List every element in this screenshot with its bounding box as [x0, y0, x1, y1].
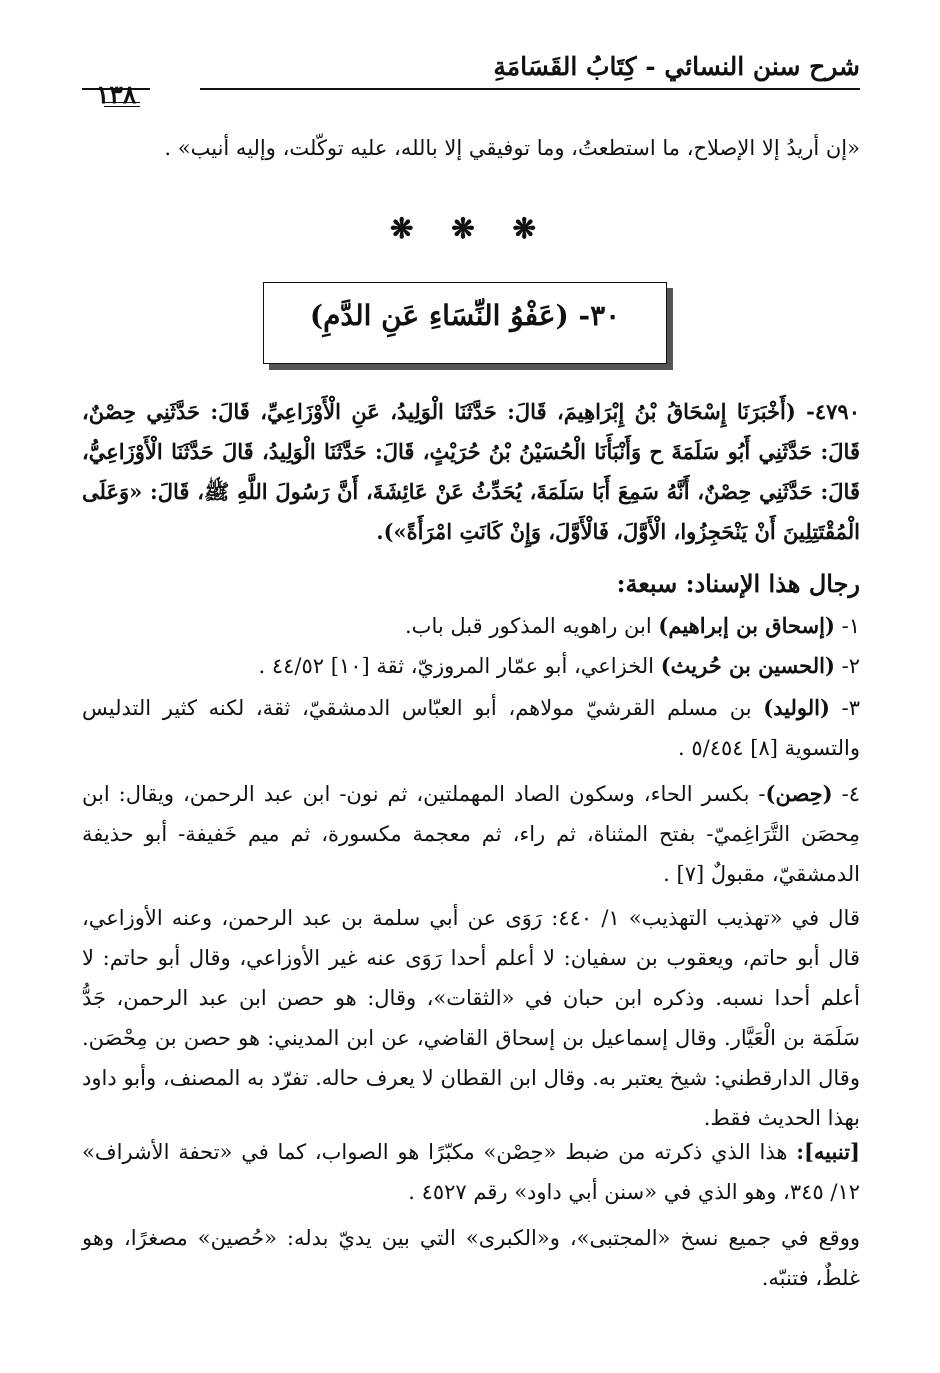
- narrator-number: ١-: [841, 614, 860, 638]
- tanbih-label: [تنبيه]:: [796, 1139, 860, 1164]
- narrator-entry: [82, 774, 860, 894]
- section-separator: ❋ ❋ ❋: [390, 212, 550, 245]
- narrator-number: ٤-: [841, 782, 860, 806]
- hadith-text: ٤٧٩٠- (أَخْبَرَنَا إِسْحَاقُ بْنُ إِبْرَاهِيمَ، قَالَ: حَدَّثَنَا الْوَلِيدُ، عَنِ الْأَوْزَاعِيِّ، قَالَ: حَدَّثَنِي حِصْنٌ، قَالَ: حَدَّثَنِي أَبُو سَلَمَةَ ح وَأَنْبَأَنَا الْحُسَيْنُ بْنُ حُرَيْثٍ، قَالَ: حَدَّثَنَا الْوَلِيدُ، قَالَ حَدَّثَنَا الْأَوْزَاعِيُّ، قَالَ: حَدَّثَنِي حِصْنٌ، أَنَّهُ سَمِعَ أَبَا سَلَمَةَ، يُحَدِّثُ عَنْ عَائِشَةَ، أَنَّ رَسُولَ اللَّهِ ﷺ، قَالَ: «وَعَلَى الْمُقْتَتِلِينَ أَنْ يَنْحَجِزُوا، الْأَوَّلَ، فَالْأَوَّلَ، وَإِنْ كَانَتِ امْرَأَةً»).: [82, 399, 860, 544]
- running-header-title: شرح سنن النسائي - كِتَابُ القَسَامَةِ: [493, 52, 860, 81]
- narrator-entry: [82, 646, 860, 686]
- narrator-number: ٢-: [841, 654, 860, 678]
- tanbih-text: هذا الذي ذكرته من ضبط «حِصْن» مكبّرًا هو الصواب، كما في «تحفة الأشراف» ١٢/ ٣٤٥، وهو الذي في «سنن أبي داود» رقم ٤٥٢٧ .: [82, 1140, 860, 1204]
- narrator-name: (إسحاق بن إبراهيم): [658, 613, 835, 638]
- page-number-ornament: [104, 102, 140, 107]
- narrator-entry: [82, 688, 860, 768]
- rijal-heading: رجال هذا الإسناد: سبعة:: [616, 569, 860, 598]
- narrator-number: ٣-: [841, 696, 860, 720]
- narrator-name: (الحسين بن حُريث): [660, 653, 835, 678]
- section-title: ٣٠- (عَفْوُ النِّسَاءِ عَنِ الدَّمِ): [309, 299, 621, 332]
- intro-quote: «إن أريدُ إلا الإصلاح، ما استطعتُ، وما توفيقي إلا بالله، عليه توكّلت، وإليه أنيب» .: [164, 136, 860, 160]
- narrator-description: الخزاعي، أبو عمّار المروزيّ، ثقة [١٠] ٤٤/٥٢ .: [258, 654, 655, 678]
- page-number: ١٣٨: [96, 80, 137, 109]
- narrator-description: ابن راهويه المذكور قبل باب.: [405, 614, 652, 638]
- tahdhib-paragraph: قال في «تهذيب التهذيب» ١/ ٤٤٠: رَوَى عن أبي سلمة بن عبد الرحمن، وعنه الأوزاعي، قال أبو حاتم، ويعقوب بن سفيان: لا أعلم أحدا رَوَى عنه غير الأوزاعي، وقال أبو حاتم: لا أعلم أحدا نسبه. وذكره ابن حبان في «الثقات»، وقال: هو حصن ابن عبد الرحمن، جَدُّ سَلَمَة بن الْعَيَّار. وقال إسماعيل بن إسحاق القاضي، عن ابن المديني: هو حصن بن مِحْصَن. وقال الدارقطني: شيخ يعتبر به. وقال ابن القطان لا يعرف حاله. تفرّد به المصنف، وأبو داود بهذا الحديث فقط.: [82, 906, 860, 1130]
- narrator-description: بن مسلم القرشيّ مولاهم، أبو العبّاس الدمشقيّ، ثقة، لكنه كثير التدليس والتسوية [٨] ٥/٤٥٤ .: [82, 696, 860, 760]
- tanbih-paragraph: [82, 1132, 860, 1212]
- final-paragraph: ووقع في جميع نسخ «المجتبى»، و«الكبرى» التي بين يديّ بدله: «حُصين» مصغرًا، وهو غلطٌ، فتنبّه.: [82, 1226, 860, 1290]
- narrator-name: (الوليد): [763, 695, 830, 720]
- section-title-box: [263, 282, 667, 364]
- narrator-entry: [82, 606, 860, 646]
- narrator-description: - بكسر الحاء، وسكون الصاد المهملتين، ثم نون- ابن عبد الرحمن، ويقال: ابن مِحصَن التَّرَاغِميّ- بفتح المثناة، ثم راء، ثم معجمة مكسورة، ثم ميم خَفيفة- أبو حذيفة الدمشقيّ، مقبولٌ [٧] .: [82, 782, 860, 886]
- narrator-name: (حِصن): [765, 781, 833, 806]
